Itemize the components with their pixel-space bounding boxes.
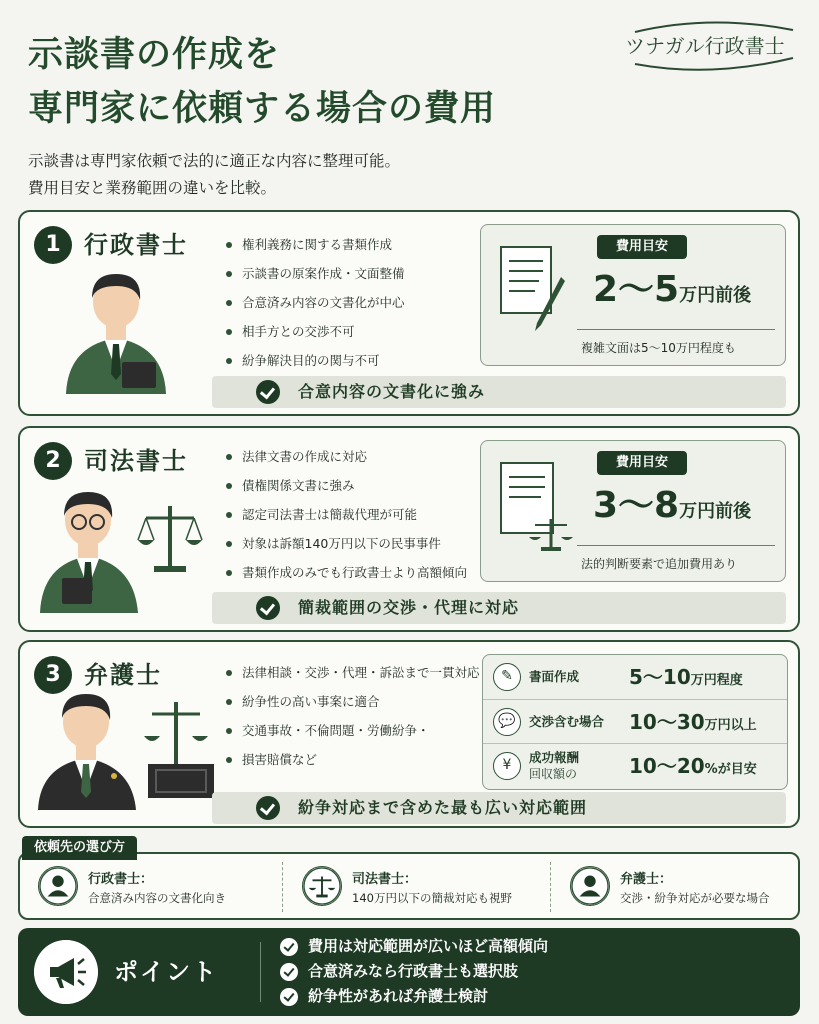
strength-banner bbox=[212, 792, 786, 824]
list-item: 示談書の原案作成・文面整備 bbox=[224, 259, 405, 288]
fee-row-amount-unit: 万円以上 bbox=[704, 718, 757, 733]
chat-icon: 💬 bbox=[493, 708, 521, 736]
bullet-list bbox=[224, 230, 405, 375]
card-number: 1 bbox=[34, 226, 72, 264]
list-item: 合意済み内容の文書化が中心 bbox=[224, 288, 405, 317]
bullet-list bbox=[224, 442, 467, 587]
point-label: ポイント bbox=[114, 958, 218, 986]
page-title-line2: 専門家に依頼する場合の費用 bbox=[28, 89, 497, 129]
fee-badge: 費用目安 bbox=[597, 451, 687, 475]
fee-row-document bbox=[483, 655, 787, 699]
person-icon bbox=[570, 866, 610, 906]
fee-row-amount bbox=[629, 744, 757, 792]
document-pen-icon bbox=[495, 241, 571, 341]
fee-note: 法的判断要素で追加費用あり bbox=[581, 557, 738, 571]
fee-row-label bbox=[529, 749, 579, 783]
card-shihoshoshi bbox=[18, 426, 800, 632]
choose-item-desc: 140万円以下の簡裁対応も視野 bbox=[352, 891, 512, 905]
list-item: 合意済みなら行政書士も選択肢 bbox=[280, 959, 548, 984]
page-title-line1: 示談書の作成を bbox=[28, 35, 281, 75]
lawyer-fee-box bbox=[482, 654, 788, 790]
scrivener-person-icon bbox=[56, 264, 176, 394]
choose-item-title: 行政書士： bbox=[88, 872, 154, 887]
intro-text bbox=[28, 148, 400, 202]
fee-row-label: 書面作成 bbox=[529, 669, 580, 684]
choose-item-title: 司法書士： bbox=[352, 872, 418, 887]
list-item: 相手方との交渉不可 bbox=[224, 317, 405, 346]
fee-row-amount-unit: %が目安 bbox=[704, 762, 757, 777]
fee-row-label-sub: 回収額の bbox=[529, 767, 578, 781]
fee-row-negotiation bbox=[483, 699, 787, 743]
fee-row-amount bbox=[629, 700, 757, 748]
money-bag-icon: ¥ bbox=[493, 752, 521, 780]
check-icon bbox=[256, 596, 280, 620]
choose-item-desc: 合意済み内容の文書化向き bbox=[88, 891, 226, 905]
lawyer-person-icon bbox=[30, 686, 220, 810]
fee-row-amount-value: 10〜30 bbox=[629, 710, 705, 734]
list-item: 法律相談・交渉・代理・訴訟まで一貫対応 bbox=[224, 658, 480, 687]
strength-text: 紛争対応まで含めた最も広い対応範囲 bbox=[298, 798, 588, 817]
list-item: 紛争性があれば弁護士検討 bbox=[280, 984, 548, 1009]
brand-logo bbox=[615, 18, 805, 72]
fee-amount-value: 3〜8 bbox=[593, 485, 680, 526]
choose-guide bbox=[18, 852, 800, 920]
strength-banner bbox=[212, 592, 786, 624]
check-icon bbox=[256, 796, 280, 820]
page-title bbox=[28, 28, 496, 136]
card-title: 弁護士 bbox=[84, 661, 162, 689]
list-item: 権利義務に関する書類作成 bbox=[224, 230, 405, 259]
fee-box bbox=[480, 440, 786, 582]
card-bengoshi bbox=[18, 640, 800, 828]
fee-box bbox=[480, 224, 786, 366]
fee-row-label-main: 成功報酬 bbox=[529, 750, 580, 765]
choose-heading: 依頼先の選び方 bbox=[22, 836, 137, 860]
brand-name: ツナガル行政書士 bbox=[625, 34, 785, 58]
strength-text: 簡裁範囲の交渉・代理に対応 bbox=[298, 598, 520, 617]
divider bbox=[577, 329, 775, 330]
strength-text: 合意内容の文書化に強み bbox=[298, 382, 486, 401]
intro-line1: 示談書は専門家依頼で法的に適正な内容に整理可能。 bbox=[28, 152, 401, 170]
card-number: 3 bbox=[34, 656, 72, 694]
divider bbox=[260, 942, 261, 1002]
point-list bbox=[280, 934, 548, 1009]
point-panel bbox=[18, 928, 800, 1016]
list-item: 交通事故・不倫問題・労働紛争・ bbox=[224, 716, 480, 745]
list-item: 対象は訴額140万円以下の民事事件 bbox=[224, 529, 467, 558]
fee-amount bbox=[593, 261, 751, 312]
fee-badge: 費用目安 bbox=[597, 235, 687, 259]
document-scale-icon bbox=[495, 457, 575, 567]
megaphone-icon bbox=[34, 940, 98, 1004]
fee-amount-value: 2〜5 bbox=[593, 269, 680, 310]
divider bbox=[282, 862, 283, 912]
choose-item-desc: 交渉・紛争対応が必要な場合 bbox=[620, 891, 770, 905]
card-title: 司法書士 bbox=[84, 447, 188, 475]
card-title: 行政書士 bbox=[84, 231, 188, 259]
list-item: 損害賠償など bbox=[224, 745, 480, 774]
check-icon bbox=[256, 380, 280, 404]
choose-item-title: 弁護士： bbox=[620, 872, 673, 887]
fee-row-success bbox=[483, 743, 787, 787]
fee-amount bbox=[593, 477, 751, 528]
list-item: 費用は対応範囲が広いほど高額傾向 bbox=[280, 934, 548, 959]
bullet-list bbox=[224, 658, 480, 774]
divider bbox=[550, 862, 551, 912]
fee-amount-unit: 万円前後 bbox=[679, 285, 752, 306]
fee-row-amount-value: 10〜20 bbox=[629, 754, 705, 778]
fee-row-label: 交渉含む場合 bbox=[529, 714, 605, 729]
fee-note: 複雑文面は5〜10万円程度も bbox=[581, 341, 736, 355]
card-gyoseishoshi bbox=[18, 210, 800, 416]
scale-icon bbox=[302, 866, 342, 906]
divider bbox=[577, 545, 775, 546]
card-number: 2 bbox=[34, 442, 72, 480]
list-item: 紛争性の高い事案に適合 bbox=[224, 687, 480, 716]
document-icon: ✎ bbox=[493, 663, 521, 691]
fee-row-amount bbox=[629, 655, 743, 703]
intro-line2: 費用目安と業務範囲の違いを比較。 bbox=[28, 179, 277, 197]
list-item: 認定司法書士は簡裁代理が可能 bbox=[224, 500, 467, 529]
list-item: 書類作成のみでも行政書士より高額傾向 bbox=[224, 558, 467, 587]
fee-row-amount-unit: 万円程度 bbox=[690, 673, 743, 688]
fee-amount-unit: 万円前後 bbox=[679, 501, 752, 522]
person-icon bbox=[38, 866, 78, 906]
list-item: 紛争解決目的の関与不可 bbox=[224, 346, 405, 375]
judicial-scrivener-person-icon bbox=[34, 478, 214, 613]
fee-row-amount-value: 5〜10 bbox=[629, 665, 691, 689]
strength-banner bbox=[212, 376, 786, 408]
list-item: 債権関係文書に強み bbox=[224, 471, 467, 500]
list-item: 法律文書の作成に対応 bbox=[224, 442, 467, 471]
